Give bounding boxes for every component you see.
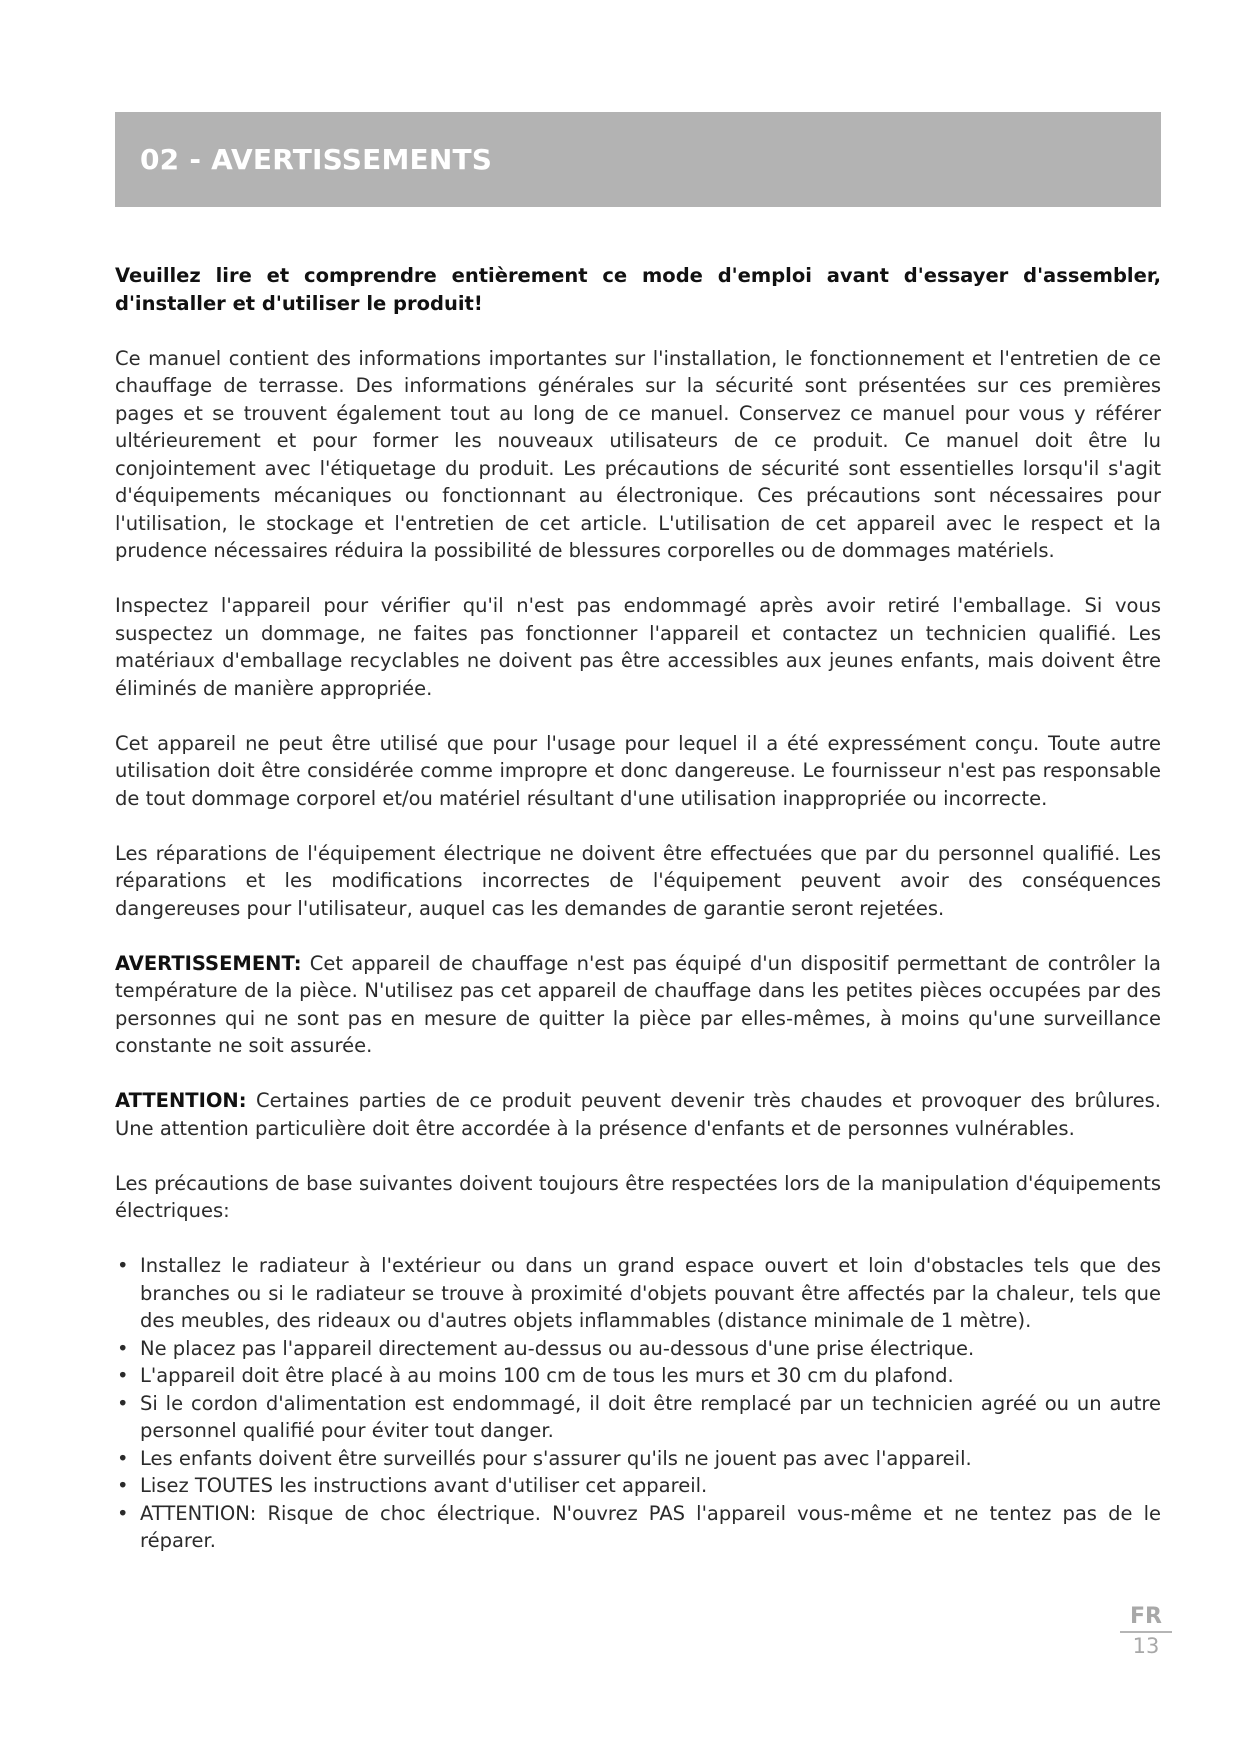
list-item: • Lisez TOUTES les instructions avant d'utiliser cet appareil. [115, 1472, 1161, 1500]
paragraph-inspection: Inspectez l'appareil pour vérifier qu'il n'est pas endommagé après avoir retiré l'emballage. Si vous suspectez un dommage, ne faites pas fonctionner l'appareil et contactez un technicien qualifié. Les matériaux d'emballage recyclables ne doivent pas être accessibles aux jeunes enfants, mais doivent être éliminés de manière appropriée. [115, 594, 1161, 700]
caution-paragraph [115, 1087, 1161, 1142]
warning-text: Cet appareil de chauffage n'est pas équipé d'un dispositif permettant de contrôler la température de la pièce. N'utilisez pas cet appareil de chauffage dans les petites pièces occupées par des personnes qui ne sont pas en mesure de quitter la pièce par elles-mêmes, à moins qu'une surveillance constante ne soit assurée. [115, 951, 1161, 1057]
section-title: 02 - AVERTISSEMENTS [140, 143, 493, 176]
intro-paragraph: Veuillez lire et comprendre entièrement ce mode d'emploi avant d'essayer d'assembler, d'installer et d'utiliser le produit! [115, 264, 1161, 315]
list-item: • ATTENTION: Risque de choc électrique. N'ouvrez PAS l'appareil vous-même et ne tentez pas de le réparer. [115, 1500, 1161, 1555]
page-footer [1120, 1605, 1172, 1659]
paragraph-manual-info: Ce manuel contient des informations importantes sur l'installation, le fonctionnement et l'entretien de ce chauffage de terrasse. Des informations générales sur la sécurité sont présentées sur ces premières pages et se trouvent également tout au long de ce manuel. Conservez ce manuel pour vous y référer ultérieurement et pour former les nouveaux utilisateurs de ce produit. Ce manuel doit être lu conjointement avec l'étiquetage du produit. Les précautions de sécurité sont essentielles lorsqu'il s'agit d'équipements mécaniques ou fonctionnant au électronique. Ces précautions sont nécessaires pour l'utilisation, le stockage et l'entretien de cet article. L'utilisation de cet appareil avec le respect et la prudence nécessaires réduira la possibilité de blessures corporelles ou de dommages matériels. [115, 346, 1161, 562]
document-body [115, 262, 1161, 1555]
list-item: • Installez le radiateur à l'extérieur ou dans un grand espace ouvert et loin d'obstacles tels que des branches ou si le radiateur se trouve à proximité d'objets pouvant être affectés par la chaleur, tels que des meubles, des rideaux ou d'autres objets inflammables (distance minimale de 1 mètre). [115, 1252, 1161, 1335]
caution-label: ATTENTION: [115, 1089, 247, 1112]
caution-text: Certaines parties de ce produit peuvent devenir très chaudes et provoquer des brûlures. Une attention particulière doit être accordée à la présence d'enfants et de personnes vulnérables. [115, 1089, 1161, 1140]
section-header-banner [115, 112, 1161, 207]
page-number: 13 [1132, 1634, 1160, 1658]
list-item: • Les enfants doivent être surveillés pour s'assurer qu'ils ne jouent pas avec l'appareil. [115, 1445, 1161, 1473]
paragraph-repairs: Les réparations de l'équipement électrique ne doivent être effectuées que par du personnel qualifié. Les réparations et les modifications incorrectes de l'équipement peuvent avoir des conséquences dangereuses pour l'utilisateur, auquel cas les demandes de garantie seront rejetées. [115, 841, 1161, 920]
warning-label: AVERTISSEMENT: [115, 951, 302, 975]
precautions-list [115, 1252, 1161, 1555]
list-item: • L'appareil doit être placé à au moins 100 cm de tous les murs et 30 cm du plafond. [115, 1362, 1161, 1390]
warning-paragraph [115, 950, 1161, 1060]
list-intro: Les précautions de base suivantes doivent toujours être respectées lors de la manipulation d'équipements électriques: [115, 1171, 1161, 1222]
list-item: • Si le cordon d'alimentation est endommagé, il doit être remplacé par un technicien agréé ou un autre personnel qualifié pour éviter tout danger. [115, 1390, 1161, 1445]
language-code: FR [1120, 1605, 1172, 1633]
list-item: • Ne placez pas l'appareil directement au-dessus ou au-dessous d'une prise électrique. [115, 1335, 1161, 1363]
paragraph-intended-use: Cet appareil ne peut être utilisé que pour l'usage pour lequel il a été expressément conçu. Toute autre utilisation doit être considérée comme impropre et donc dangereuse. Le fournisseur n'est pas responsable de tout dommage corporel et/ou matériel résultant d'une utilisation inappropriée ou incorrecte. [115, 731, 1161, 810]
